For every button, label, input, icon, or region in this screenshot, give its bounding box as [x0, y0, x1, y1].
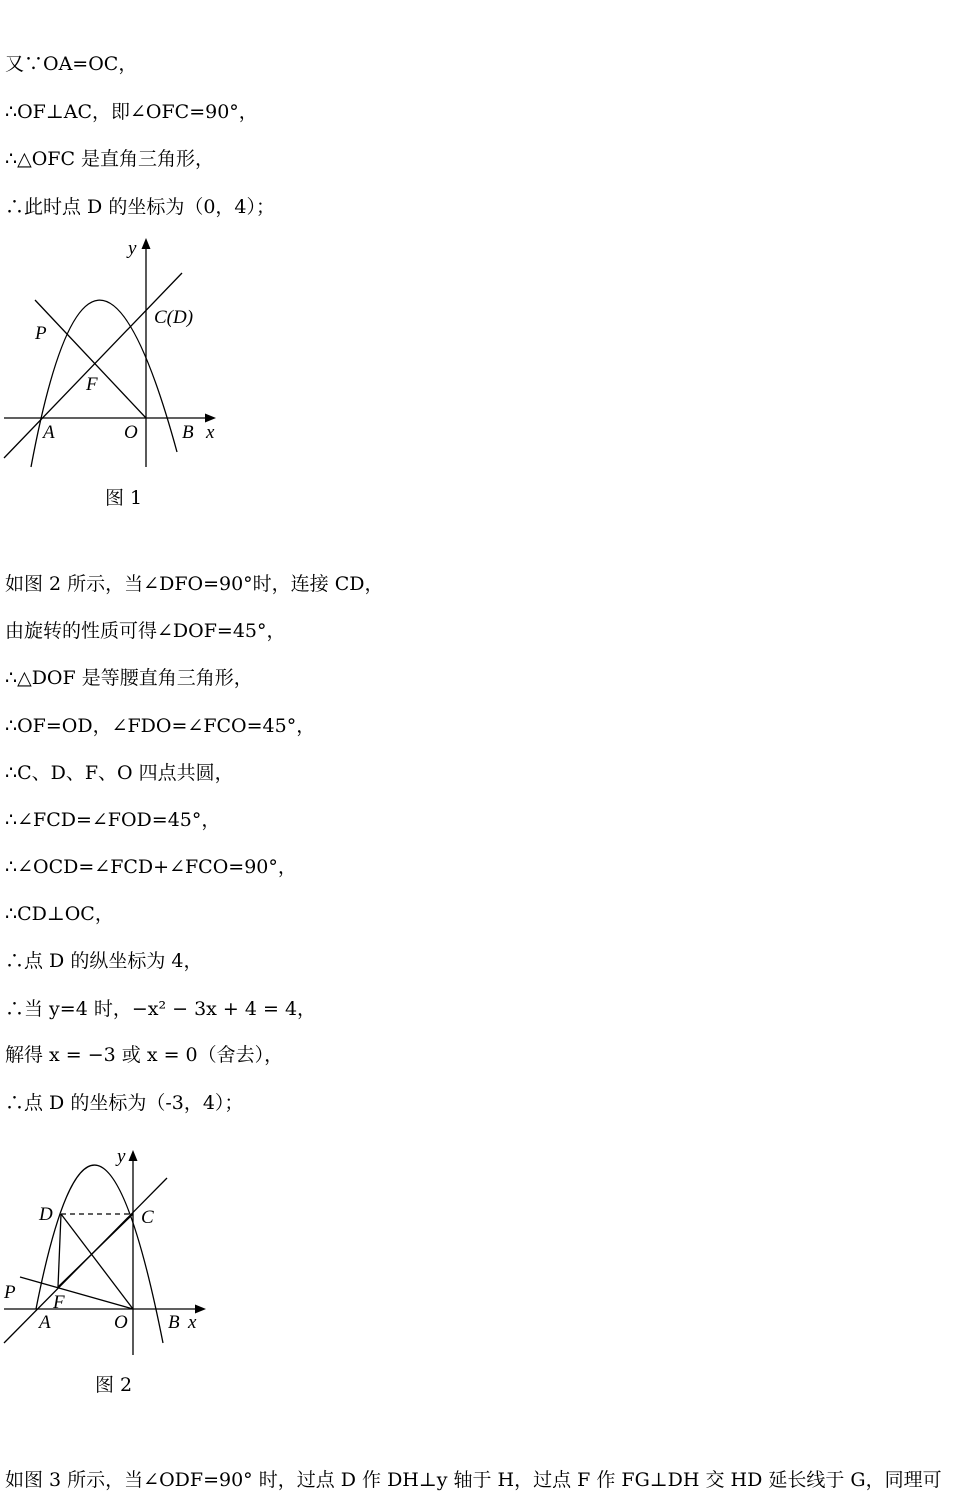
text-line: ∴点 D 的坐标为（-3，4）；	[5, 1092, 244, 1114]
label-f: F	[53, 1292, 65, 1313]
line-ac	[4, 273, 182, 458]
line-po	[35, 300, 146, 418]
figure-2-caption: 图 2	[95, 1374, 133, 1396]
text-line: ∴∠FCD=∠FOD=45°，	[5, 809, 221, 831]
label-a: A	[43, 422, 55, 443]
label-d: D	[39, 1204, 53, 1225]
label-b: B	[182, 422, 194, 443]
text-line: 如图 3 所示，当∠ODF=90° 时，过点 D 作 DH⊥y 轴于 H，过点 F 作 FG⊥DH 交 HD 延长线于 G，同理可	[5, 1469, 942, 1491]
text-line: ∴CD⊥OC，	[5, 903, 114, 925]
line-df	[58, 1214, 61, 1287]
text-line: ∴点 D 的纵坐标为 4，	[5, 950, 203, 972]
figure-1	[0, 230, 240, 475]
label-o: O	[114, 1312, 128, 1333]
label-c-d: C(D)	[154, 307, 194, 328]
text-line: 解得 x = −3 或 x = 0（舍去），	[5, 1044, 284, 1066]
figure-1-caption: 图 1	[105, 487, 143, 509]
text-line: ∴△OFC 是直角三角形，	[5, 148, 215, 170]
y-axis-arrow	[142, 238, 151, 249]
y-axis-arrow	[129, 1150, 138, 1161]
label-y: y	[128, 238, 137, 259]
text-line: 又∵OA=OC，	[5, 53, 138, 75]
label-p: P	[35, 323, 47, 344]
text-line: 如图 2 所示，当∠DFO=90°时，连接 CD，	[5, 573, 384, 595]
label-p: P	[4, 1282, 16, 1303]
text-line: ∴OF⊥AC，即∠OFC=90°，	[5, 101, 258, 123]
text-line: ∴OF=OD，∠FDO=∠FCO=45°，	[5, 715, 316, 737]
label-y: y	[117, 1146, 126, 1167]
label-x: x	[188, 1312, 197, 1333]
label-x: x	[206, 422, 215, 443]
line-do	[61, 1214, 133, 1309]
text-line: 由旋转的性质可得∠DOF=45°，	[5, 620, 286, 642]
text-line: ∴∠OCD=∠FCD+∠FCO=90°，	[5, 856, 297, 878]
x-axis-arrow	[195, 1305, 206, 1314]
text-line: ∴当 y=4 时，−x² − 3x + 4 = 4，	[5, 998, 317, 1020]
label-a: A	[39, 1312, 51, 1333]
parabola	[36, 1165, 163, 1343]
text-line: ∴△DOF 是等腰直角三角形，	[5, 667, 253, 689]
figure-2	[0, 1140, 220, 1360]
label-o: O	[124, 422, 138, 443]
label-c: C	[141, 1207, 154, 1228]
label-b: B	[168, 1312, 180, 1333]
text-line: ∴此时点 D 的坐标为（0，4）；	[5, 196, 275, 218]
text-line: ∴C、D、F、O 四点共圆，	[5, 762, 234, 784]
label-f: F	[86, 374, 98, 395]
